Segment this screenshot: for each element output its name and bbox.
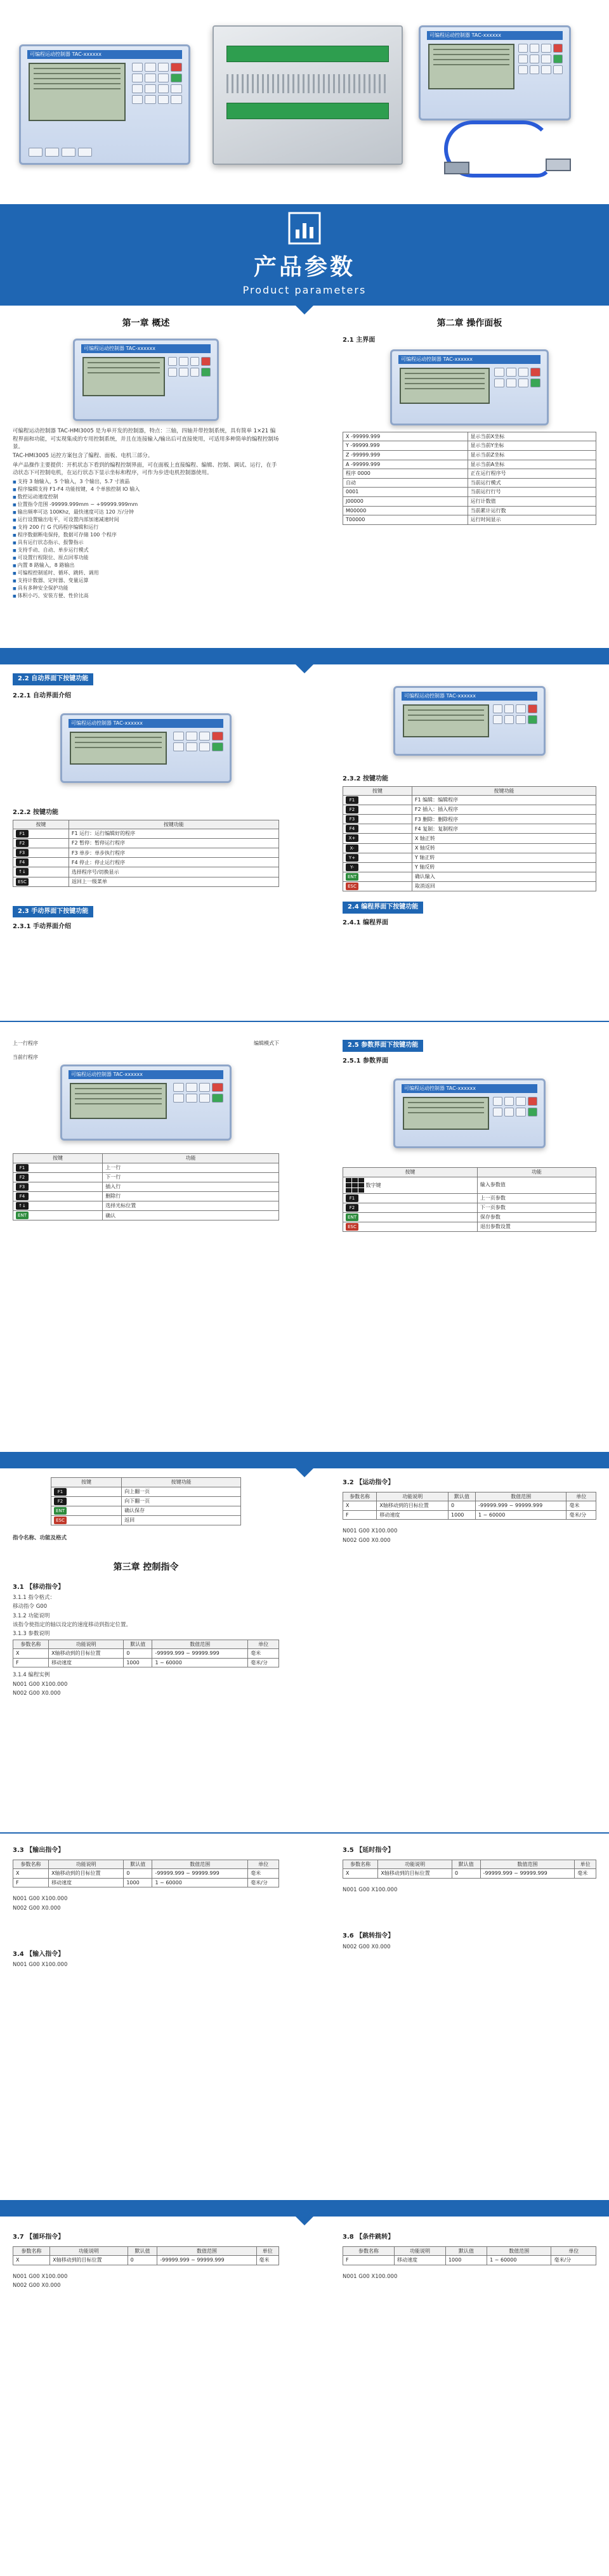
- chapter-2: [343, 317, 596, 525]
- keypad-icon: [494, 368, 540, 387]
- key-icon: F1: [16, 830, 29, 838]
- key-icon: ENT: [346, 873, 358, 881]
- feature-item: ■ 具有运行状态指示、报警指示: [13, 539, 279, 547]
- feature-list: [13, 478, 279, 600]
- note-text: 指令名称、功能及格式: [13, 1534, 67, 1541]
- table-row: X+ X 轴正转: [343, 834, 596, 843]
- label-edit-mode: 编辑模式下: [254, 1040, 279, 1046]
- key-icon: X+: [346, 834, 358, 842]
- table-row: F3 F3 删除：删除程序: [343, 815, 596, 824]
- section-3-1-1-title: 3.1.1 指令格式：: [13, 1595, 55, 1602]
- auto-screen-photo: [60, 713, 232, 783]
- table-row: Y- Y 轴反转: [343, 862, 596, 872]
- table-row: X X轴移动到的目标位置 0 -99999.999 ~ 99999.999 毫米: [343, 1869, 596, 1879]
- table-row: F 移动速度 1000 1 ~ 60000 毫米/分: [343, 1510, 596, 1520]
- table-row: 程序 0000 正在运行程序号: [343, 469, 596, 479]
- table-row: ENT 确认输入: [343, 872, 596, 881]
- table-row: F3 插入行: [13, 1182, 279, 1191]
- table-row: X -99999.999 显示当前X坐标: [343, 432, 596, 441]
- section-divider: [0, 2200, 609, 2217]
- code-line: N001 G00 X100.000: [343, 2273, 398, 2280]
- table-row: ESC 取消返回: [343, 881, 596, 891]
- table-row: F4 删除行: [13, 1192, 279, 1201]
- table-row: ENT 确认: [13, 1211, 279, 1220]
- section-3-5-title: 3.5 【延时指令】: [343, 1847, 395, 1854]
- panel-brand: 可编程运动控制器 TAC-xxxxxx: [402, 1084, 537, 1093]
- chapter-2-title: 第二章 操作面板: [436, 318, 502, 328]
- table-row: F2 下一行: [13, 1172, 279, 1182]
- key-icon: ↑↓: [16, 868, 29, 876]
- table-row: ESC 返回上一级菜单: [13, 877, 279, 886]
- key-icon: F4: [16, 1193, 29, 1200]
- table-row: A -99999.999 显示当前A坐标: [343, 460, 596, 469]
- code-line: N001 G00 X100.000: [13, 2273, 68, 2280]
- main-screen-photo: [390, 349, 549, 425]
- table-row: F4 F4 停止：停止运行程序: [13, 858, 279, 867]
- keypad-icon: [173, 1083, 223, 1103]
- table-row: F 移动速度 1000 1 ~ 60000 毫米/分: [343, 2256, 596, 2265]
- section-2-2-right: [343, 673, 596, 929]
- table-row: X X轴移动到的目标位置 0 -99999.999 ~ 99999.999 毫米: [13, 1869, 279, 1879]
- intro-paragraph: 单产品操作主要提供：开机状态下看到的编程控制界面，可在面板上直接编程、编辑、控制、调试、运行，在手动状态下可控制电机，在运行状态下显示坐标和程序，可作为步进电机控制器使用。: [13, 462, 277, 476]
- key-icon: F2: [54, 1498, 67, 1505]
- controller-back-photo: [213, 25, 403, 165]
- key-icon: Y+: [346, 854, 358, 862]
- intro-paragraph: TAC-HMI3005 运控方案包含了编程、面板、电机三部分。: [13, 453, 154, 460]
- key-icon: ENT: [346, 1214, 358, 1221]
- intro-paragraph: 可编程运动控制器 TAC-HMI3005 是为单开发的控制器，特点：三轴，四轴并带控制系统，具有简单 1×21 编程界面和功能，可实现集成的专用控制系统，并且在连接输入/输出后可直接使用，可适用多种简单的编程控制场景。: [13, 428, 279, 450]
- key-icon: ESC: [346, 1223, 358, 1231]
- key-icon: ENT: [54, 1507, 67, 1515]
- section-2-5: [343, 1040, 596, 1232]
- key-icon: F3: [346, 815, 358, 823]
- page-title: 产品参数: [253, 254, 355, 280]
- table-row: 自动 当前运行模式: [343, 478, 596, 488]
- key-icon: F2: [16, 1174, 29, 1181]
- section-2-4-title: 2.4 编程界面下按键功能: [343, 902, 423, 914]
- keypad-icon: [493, 1097, 537, 1116]
- section-3-1-1-text: 移动指令 G00: [13, 1603, 48, 1610]
- page-subtitle: Product parameters: [242, 284, 367, 296]
- table-row: F 移动速度 1000 1 ~ 60000 毫米/分: [13, 1658, 279, 1667]
- code-line: N001 G00 X100.000: [343, 1886, 398, 1893]
- table-row: ENT 保存参数: [343, 1212, 596, 1222]
- section-2-3-2-title: 2.3.2 按键功能: [343, 775, 388, 782]
- table-row: F1 向上翻一页: [51, 1487, 241, 1496]
- feature-item: ■ 程序编辑支持 F1-F4 功能按键，4 个单独控制 IO 输入: [13, 486, 279, 493]
- controller-side-photo: [419, 25, 571, 120]
- section-3-3-title: 3.3 【输出指令】: [13, 1847, 65, 1854]
- table-row: F2 下一页参数: [343, 1203, 596, 1212]
- feature-item: ■ 支持计数器、定时器、变量运算: [13, 577, 279, 585]
- table-row: F1 F1 运行：运行编辑好的程序: [13, 829, 279, 839]
- code-line: N002 G00 X0.000: [13, 2282, 61, 2289]
- key-icon: F1: [54, 1488, 67, 1496]
- table-row: F1 上一页参数: [343, 1193, 596, 1203]
- section-divider: [0, 1452, 609, 1468]
- manual-screen-detail: [13, 1040, 279, 1220]
- section-3-7-title: 3.7 【循环指令】: [13, 2234, 65, 2241]
- key-icon: F4: [16, 858, 29, 866]
- key-icon: ESC: [54, 1517, 67, 1524]
- table-row: X X轴移动到的目标位置 0 -99999.999 ~ 99999.999 毫米: [13, 2256, 279, 2265]
- feature-item: ■ 可编程控制延时、循环、跳转、调用: [13, 569, 279, 577]
- key-icon: F1: [16, 1164, 29, 1172]
- param-keys-table: 按键 功能 数字键 输入参数值 F1 上一页参数 F2 下一页参数 ENT 保存参数 ESC 退出参数设置: [343, 1167, 596, 1232]
- feature-item: ■ 位置指令范围 -99999.999mm ~ +99999.999mm: [13, 501, 279, 508]
- chapter-1: [13, 317, 279, 600]
- section-2-4-1-title: 2.4.1 编程界面: [343, 919, 388, 926]
- table-row: X X轴移动到的目标位置 0 -99999.999 ~ 99999.999 毫米: [13, 1649, 279, 1659]
- controller-front-photo: [19, 44, 190, 165]
- table-row: ENT 确认保存: [51, 1506, 241, 1515]
- section-3-1-title: 3.1 【移动指令】: [13, 1583, 65, 1591]
- panel-brand: 可编程运动控制器 TAC-xxxxxx: [81, 344, 211, 353]
- usb-plug-icon: [546, 159, 571, 171]
- key-icon: ESC: [16, 878, 29, 886]
- section-2-1-title: 2.1 主界面: [343, 337, 376, 344]
- key-icon: ESC: [346, 883, 358, 890]
- table-row: J00000 运行计数值: [343, 496, 596, 506]
- feature-item: ■ 具有多种安全保护功能: [13, 585, 279, 592]
- chapter-3-right: [343, 1477, 596, 1546]
- key-icon: F1: [346, 796, 358, 804]
- feature-item: ■ 支持 200 行 G 代码程序编辑和运行: [13, 524, 279, 531]
- panel-brand: 可编程运动控制器 TAC-xxxxxx: [69, 719, 223, 728]
- table-row: F 移动速度 1000 1 ~ 60000 毫米/分: [13, 1878, 279, 1887]
- lcd-screen-icon: [29, 63, 126, 121]
- param-table: 参数名称 功能说明 默认值 数值范围 单位 X X轴移动到的目标位置 0 -99999.999 ~ 99999.999 毫米 F 移动速度 1000 1 ~ 60000 毫米/分: [13, 1860, 279, 1888]
- keypad-icon: [173, 732, 223, 751]
- panel-brand: 可编程运动控制器 TAC-xxxxxx: [427, 31, 563, 40]
- lcd-screen-icon: [403, 704, 489, 737]
- feature-item: ■ 支持手动、自动、单步运行模式: [13, 547, 279, 554]
- manual-screen-photo: [60, 1065, 232, 1141]
- section-2-3-title: 2.3 手动界面下按键功能: [13, 906, 93, 918]
- code-line: N002 G00 X0.000: [13, 1905, 61, 1912]
- table-row: 数字键 输入参数值: [343, 1177, 596, 1193]
- section-3-8-title: 3.8 【条件跳转】: [343, 2234, 395, 2241]
- panel-brand: 可编程运动控制器 TAC-xxxxxx: [402, 692, 537, 701]
- section-3-1-2-title: 3.1.2 功能说明: [13, 1612, 50, 1619]
- section-3-1-3-title: 3.1.3 参数说明: [13, 1631, 50, 1638]
- section-3-4-title: 3.4 【输入指令】: [13, 1950, 65, 1958]
- key-icon: Y-: [346, 864, 358, 871]
- label-prev-line: 上一行程序: [13, 1040, 38, 1046]
- table-row: X- X 轴反转: [343, 843, 596, 853]
- keypad-icon: [132, 63, 182, 104]
- product-photo-hero: [0, 0, 609, 197]
- section-3-6-title: 3.6 【跳转指令】: [343, 1932, 395, 1939]
- table-row: T00000 运行时间显示: [343, 515, 596, 525]
- section-2-2-title: 2.2 自动界面下按键功能: [13, 673, 93, 685]
- terminal-block-icon: [226, 103, 389, 119]
- terminal-block-icon: [226, 46, 389, 62]
- lcd-screen-icon: [403, 1097, 489, 1130]
- section-2-5-1-title: 2.5.1 参数界面: [343, 1057, 388, 1065]
- code-line: N002 G00 X0.000: [343, 1537, 391, 1544]
- extra-keys-table: 按键 按键功能 F1 向上翻一页 F2 向下翻一页 ENT 确认保存 ESC 返回: [51, 1477, 241, 1525]
- param-screen-photo: [393, 1078, 546, 1148]
- key-icon: F3: [16, 1183, 29, 1191]
- controller-photo: [73, 339, 219, 421]
- table-row: Y+ Y 轴正转: [343, 853, 596, 862]
- table-row: Z -99999.999 显示当前Z坐标: [343, 450, 596, 460]
- param-table: 参数名称 功能说明 默认值 数值范围 单位 X X轴移动到的目标位置 0 -99999.999 ~ 99999.999 毫米 F 移动速度 1000 1 ~ 60000 毫米/分: [343, 1492, 596, 1520]
- lcd-screen-icon: [70, 732, 167, 765]
- param-table: 参数名称 功能说明 默认值 数值范围 单位 X X轴移动到的目标位置 0 -99999.999 ~ 99999.999 毫米: [13, 2246, 279, 2265]
- label-current-line: 当前行程序: [13, 1054, 38, 1060]
- feature-item: ■ 体积小巧、安装方便、性价比高: [13, 592, 279, 600]
- table-row: ↑↓ 选择程序号/切换显示: [13, 867, 279, 877]
- vent-icon: [226, 74, 389, 93]
- auto-keys-table: 按键 按键功能 F1 F1 运行：运行编辑好的程序 F2 F2 暂停：暂停运行程序 F3 F3 单步：单步执行程序 F4 F4 停止：停止运行程序 ↑↓ 选择程序号/切换显示 ESC 返回上一级菜单: [13, 820, 279, 887]
- feature-item: ■ 运行设置输出电平，可设置内部加速减速时间: [13, 516, 279, 524]
- panel-brand: 可编程运动控制器 TAC-xxxxxx: [69, 1070, 223, 1079]
- table-row: M00000 当前累计运行数: [343, 506, 596, 515]
- chapter-3-title: 第三章 控制指令: [113, 1562, 179, 1573]
- feature-item: ■ 数控运动速度控制: [13, 493, 279, 501]
- key-icon: F2: [346, 806, 358, 813]
- code-line: N001 G00 X100.000: [13, 1681, 68, 1688]
- key-icon: X-: [346, 845, 358, 852]
- table-row: F4 F4 复制：复制程序: [343, 824, 596, 834]
- main-screen-table: [343, 432, 596, 525]
- chapter-1-title: 第一章 概述: [122, 318, 170, 328]
- chapter-3-part-3-right: [343, 2232, 596, 2282]
- key-icon: ENT: [16, 1212, 29, 1219]
- table-row: F1 F1 编辑：编辑程序: [343, 796, 596, 805]
- lcd-screen-icon: [70, 1083, 167, 1119]
- section-divider: [0, 1021, 609, 1022]
- section-2-2-2-title: 2.2.2 按键功能: [13, 809, 58, 816]
- param-table: 参数名称 功能说明 默认值 数值范围 单位 X X轴移动到的目标位置 0 -99999.999 ~ 99999.999 毫米: [343, 1860, 596, 1879]
- table-row: ESC 退出参数设置: [343, 1222, 596, 1231]
- section-3-1-2-text: 该指令使指定的轴以设定的速度移动到指定位置。: [13, 1622, 132, 1629]
- code-line: N001 G00 X100.000: [13, 1896, 68, 1903]
- key-icon: F3: [16, 849, 29, 857]
- feature-item: ■ 可设置行程限位、原点回零功能: [13, 554, 279, 562]
- usb-plug-icon: [444, 162, 469, 174]
- auto-screen-photo-2: [393, 686, 546, 756]
- table-row: Y -99999.999 显示当前Y坐标: [343, 441, 596, 451]
- keypad-icon: [493, 704, 537, 724]
- code-line: N001 G00 X100.000: [343, 1528, 398, 1535]
- section-2-2-1-title: 2.2.1 自动界面介绍: [13, 692, 71, 699]
- table-row: F2 F2 暂停：暂停运行程序: [13, 839, 279, 848]
- table-row: F1 上一行: [13, 1163, 279, 1172]
- table-row: X X轴移动到的目标位置 0 -99999.999 ~ 99999.999 毫米: [343, 1501, 596, 1511]
- lcd-screen-icon: [400, 368, 490, 404]
- keypad-icon: [518, 44, 563, 74]
- section-2-3-1-title: 2.3.1 手动界面介绍: [13, 923, 71, 931]
- title-banner: [0, 204, 609, 306]
- keypad-icon: [168, 357, 211, 377]
- code-line: N002 G00 X0.000: [13, 1690, 61, 1697]
- panel-brand: 可编程运动控制器 TAC-xxxxxx: [27, 50, 182, 59]
- key-icon: F2: [346, 1204, 358, 1212]
- function-keys-icon: [29, 148, 92, 157]
- feature-item: ■ 程序数据断电保持，数据可存储 100 个程序: [13, 531, 279, 539]
- feature-item: ■ 支持 3 轴输入，5 个输入，3 个输出，5.7 寸液晶: [13, 478, 279, 486]
- section-2-5-title: 2.5 参数界面下按键功能: [343, 1040, 423, 1052]
- table-row: F2 F2 插入：插入程序: [343, 805, 596, 815]
- panel-brand: 可编程运动控制器 TAC-xxxxxx: [398, 355, 540, 364]
- number-keypad-icon: [346, 1178, 364, 1193]
- section-divider: [0, 1832, 609, 1834]
- chapter-3-part-2: [13, 1845, 279, 1971]
- chapter-3-part-2-right: [343, 1845, 596, 1952]
- section-3-2-title: 3.2 【运动指令】: [343, 1479, 395, 1486]
- manual-keys-table: 按键 按键功能 F1 F1 编辑：编辑程序 F2 F2 插入：插入程序 F3 F3 删除：删除程序 F4 F4 复制：复制程序 X+ X 轴正转 X- X 轴反转 Y+ Y 轴正转 Y- Y 轴反转 ENT 确认输入 ESC 取消返回: [343, 786, 596, 892]
- chapter-3: [13, 1477, 279, 1699]
- chapter-3-part-3: [13, 2232, 279, 2291]
- section-divider: [0, 648, 609, 664]
- code-line: N002 G00 X0.000: [343, 1943, 391, 1950]
- feature-item: ■ 输出频率可达 100Khz，最快速度可达 120 万/分钟: [13, 508, 279, 516]
- lcd-screen-icon: [428, 44, 514, 89]
- key-icon: F4: [346, 825, 358, 832]
- key-icon: F1: [346, 1194, 358, 1202]
- section-3-1-4-title: 3.1.4 编程实例: [13, 1672, 50, 1679]
- table-row: ↑↓ 选择光标位置: [13, 1201, 279, 1211]
- table-row: F3 F3 单步：单步执行程序: [13, 848, 279, 858]
- table-row: F2 向下翻一页: [51, 1496, 241, 1506]
- table-row: ESC 返回: [51, 1515, 241, 1525]
- feature-item: ■ 内置 8 路输入，8 路输出: [13, 562, 279, 569]
- code-line: N001 G00 X100.000: [13, 1962, 68, 1969]
- param-table: 参数名称 功能说明 默认值 数值范围 单位 X X轴移动到的目标位置 0 -99999.999 ~ 99999.999 毫米 F 移动速度 1000 1 ~ 60000 毫米/分: [13, 1640, 279, 1668]
- table-row: 0001 当前运行行号: [343, 488, 596, 497]
- key-icon: ↑↓: [16, 1202, 29, 1210]
- lcd-screen-icon: [82, 357, 165, 396]
- chart-icon: [287, 210, 322, 246]
- program-keys-table: 按键 功能 F1 上一行 F2 下一行 F3 插入行 F4 删除行 ↑↓ 选择光标位置 ENT 确认: [13, 1153, 279, 1220]
- key-icon: F2: [16, 839, 29, 847]
- section-2-2: [13, 673, 279, 934]
- param-table: 参数名称 功能说明 默认值 数值范围 单位 F 移动速度 1000 1 ~ 60000 毫米/分: [343, 2246, 596, 2265]
